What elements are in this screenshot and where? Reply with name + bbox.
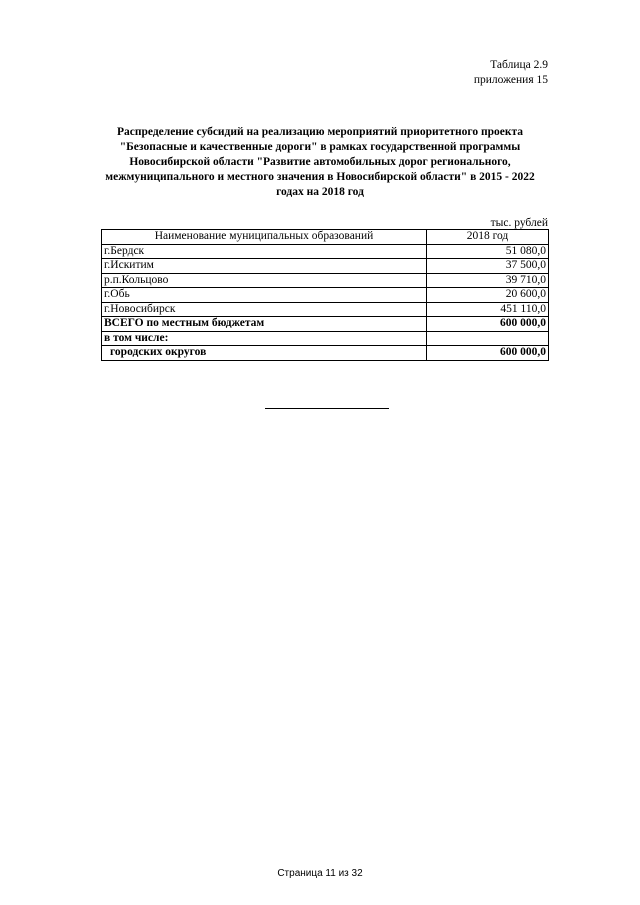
city-districts-label: городских округов — [102, 346, 427, 361]
city-districts-value: 600 000,0 — [427, 346, 549, 361]
total-row — [102, 317, 549, 332]
row-name: р.п.Кольцово — [102, 273, 427, 288]
title-line: Новосибирской области "Развитие автомобильных дорог регионального, — [129, 156, 511, 168]
table-row — [102, 259, 549, 274]
column-header-name: Наименование муниципальных образований — [102, 230, 427, 245]
table-header-row — [102, 230, 549, 245]
including-row — [102, 331, 549, 346]
row-name: г.Искитим — [102, 259, 427, 274]
title-line: "Безопасные и качественные дороги" в рамках государственной программы — [119, 141, 521, 153]
row-value: 51 080,0 — [427, 244, 549, 259]
including-label: в том числе: — [102, 331, 427, 346]
row-value: 451 110,0 — [427, 302, 549, 317]
total-label: ВСЕГО по местным бюджетам — [102, 317, 427, 332]
row-value: 39 710,0 — [427, 273, 549, 288]
table-reference — [474, 58, 548, 88]
row-name: г.Обь — [102, 288, 427, 303]
row-name: г.Новосибирск — [102, 302, 427, 317]
city-districts-row — [102, 346, 549, 361]
end-divider — [265, 408, 389, 409]
title-line: Распределение субсидий на реализацию мероприятий приоритетного проекта — [116, 126, 524, 138]
table-row — [102, 244, 549, 259]
row-value: 37 500,0 — [427, 259, 549, 274]
unit-label: тыс. рублей — [490, 217, 548, 229]
appendix-number: приложения 15 — [473, 74, 548, 86]
title-line: годах на 2018 год — [276, 186, 364, 198]
title-line: межмуниципального и местного значения в Новосибирской области" в 2015 - 2022 — [105, 171, 535, 183]
document-title — [100, 125, 540, 200]
column-header-year: 2018 год — [427, 230, 549, 245]
row-value: 20 600,0 — [427, 288, 549, 303]
table-row — [102, 302, 549, 317]
table-number: Таблица 2.9 — [490, 59, 548, 71]
total-value: 600 000,0 — [427, 317, 549, 332]
table-row — [102, 273, 549, 288]
table-row — [102, 288, 549, 303]
row-name: г.Бердск — [102, 244, 427, 259]
subsidy-table — [101, 229, 549, 361]
page-footer: Страница 11 из 32 — [277, 868, 363, 879]
including-value-empty — [427, 331, 549, 346]
